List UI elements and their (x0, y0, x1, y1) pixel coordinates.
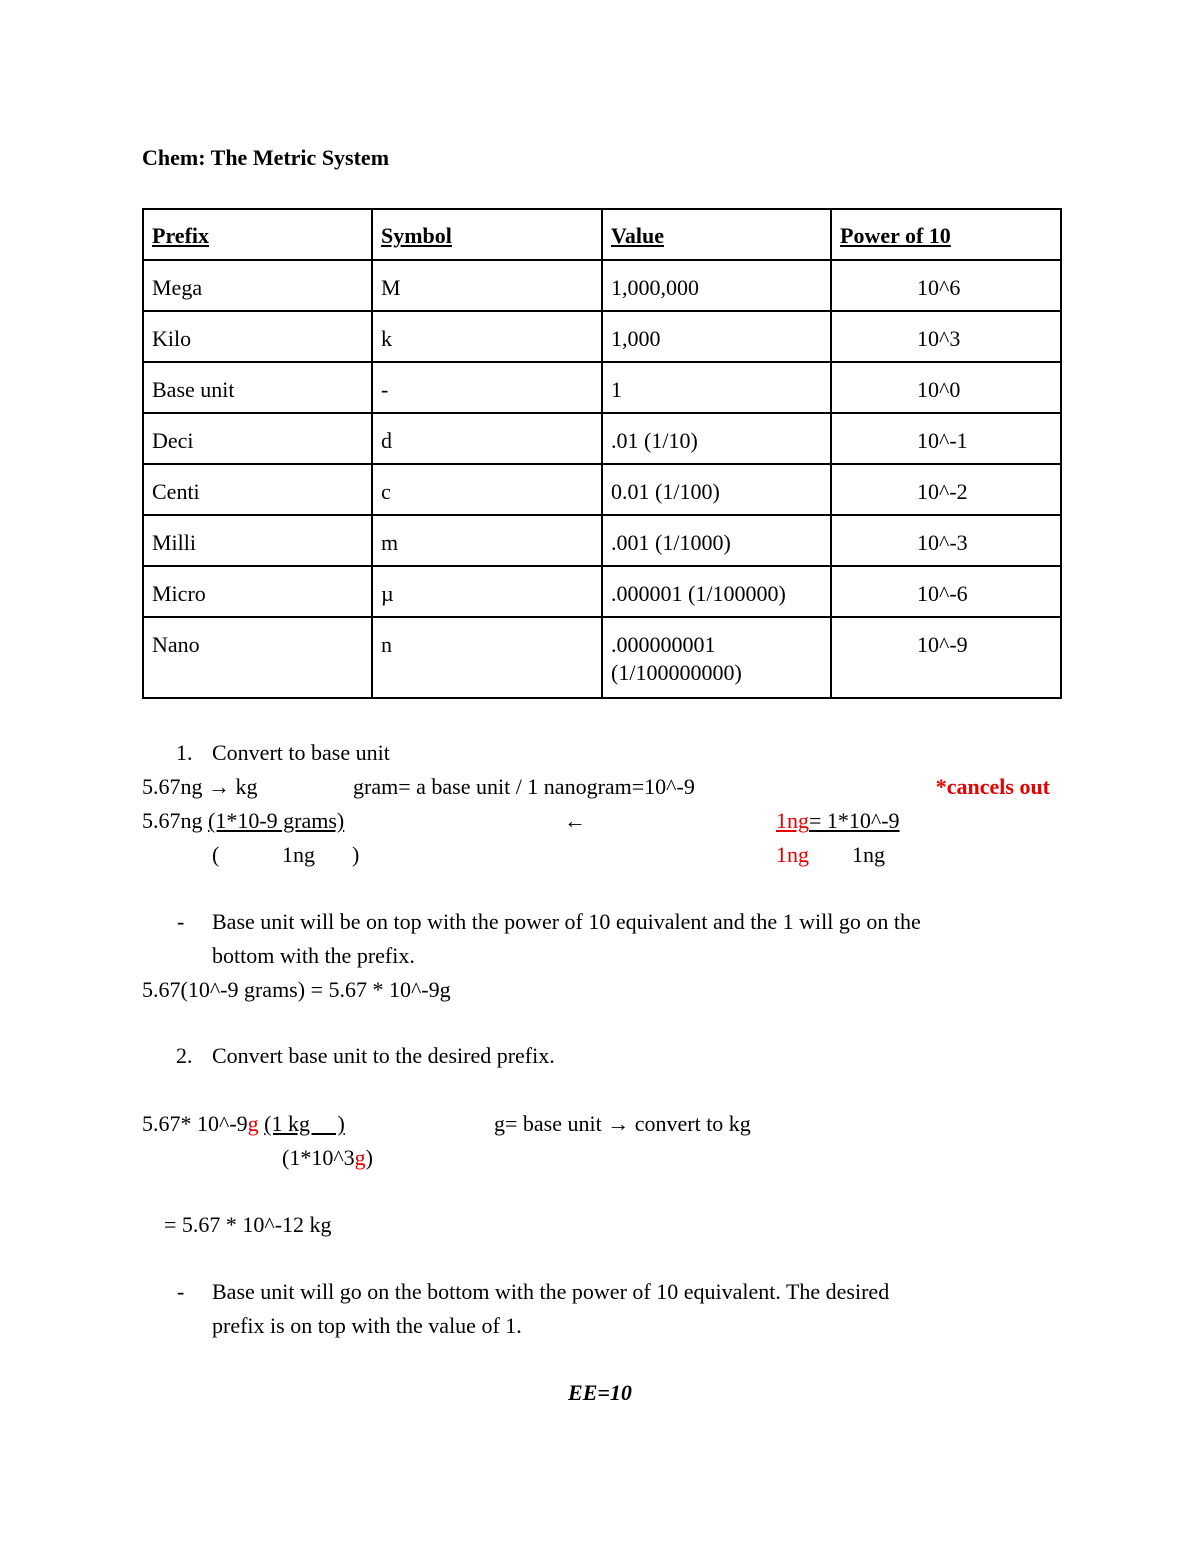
table-row (143, 362, 1061, 413)
bullet-dash: - (177, 909, 185, 934)
table-row (143, 260, 1061, 311)
step2-result: = 5.67 * 10^-12 kg (164, 1212, 332, 1237)
nano-value-line1: .000000001 (611, 632, 716, 657)
table-cell: 1 (602, 362, 831, 413)
table-row (143, 413, 1061, 464)
table-cell: 10^-9 (831, 617, 1061, 698)
table-row (143, 311, 1061, 362)
step2-calc-note: g= base unit → convert to kg (494, 1111, 751, 1136)
table-row (143, 617, 1061, 698)
step2-calc (142, 1110, 345, 1138)
table-cell: M (372, 260, 602, 311)
table-cell: Mega (143, 260, 372, 311)
step1-eq-red: 1ng (776, 808, 809, 833)
step1-fraction-numerator: (1*10-9 grams) (208, 808, 345, 833)
step1-eq-rest: = 1*10^-9 (809, 808, 900, 833)
step1-bullet-line1: Base unit will be on top with the power of 10 equivalent and the 1 will go on the (212, 909, 921, 934)
step2-denom-open: (1*10^3 (282, 1145, 355, 1170)
step1-line2 (142, 807, 344, 835)
table-header-row (143, 209, 1061, 260)
table-header-cell: Prefix (143, 209, 372, 260)
table-cell: Centi (143, 464, 372, 515)
step1-line1-mid: gram= a base unit / 1 nanogram=10^-9 (353, 774, 695, 799)
table-cell: 10^6 (831, 260, 1061, 311)
footer-note: EE=10 (568, 1380, 632, 1405)
table-cell: Milli (143, 515, 372, 566)
table-cell: 10^0 (831, 362, 1061, 413)
step1-denominator: 1ng (282, 842, 315, 867)
table-cell: d (372, 413, 602, 464)
table-cell: 10^3 (831, 311, 1061, 362)
step2-denom-g: g (354, 1145, 366, 1170)
table-cell: .000001 (1/100000) (602, 566, 831, 617)
table-row (143, 515, 1061, 566)
table-cell: k (372, 311, 602, 362)
table-cell: .01 (1/10) (602, 413, 831, 464)
table-cell: 0.01 (1/100) (602, 464, 831, 515)
table-row (143, 566, 1061, 617)
table-row (143, 464, 1061, 515)
table-cell: Deci (143, 413, 372, 464)
cancels-out-note: *cancels out (935, 774, 1050, 799)
table-cell: 1,000 (602, 311, 831, 362)
table-cell: c (372, 464, 602, 515)
step2-calc-prefix: 5.67* 10^-9 (142, 1111, 248, 1136)
table-cell: .001 (1/1000) (602, 515, 831, 566)
table-cell: Nano (143, 617, 372, 698)
step1-number: 1. (176, 740, 193, 765)
table-cell: - (372, 362, 602, 413)
step2-denom-close: ) (365, 1145, 373, 1170)
table-header-cell: Symbol (372, 209, 602, 260)
table-cell: µ (372, 566, 602, 617)
table-cell: Kilo (143, 311, 372, 362)
table-cell: 10^-3 (831, 515, 1061, 566)
step2-number: 2. (176, 1043, 193, 1068)
table-cell: 10^-2 (831, 464, 1061, 515)
step1-heading: Convert to base unit (212, 740, 390, 765)
nano-value-line2: (1/100000000) (611, 660, 742, 685)
step2-denominator (282, 1144, 373, 1172)
table-cell (602, 617, 831, 698)
step1-line2-prefix: 5.67ng (142, 808, 208, 833)
left-arrow: ← (564, 808, 586, 833)
step2-bullet-line1: Base unit will go on the bottom with the power of 10 equivalent. The desired (212, 1279, 890, 1304)
table-header-cell: Value (602, 209, 831, 260)
table-cell: 10^-6 (831, 566, 1061, 617)
step1-denom-red: 1ng (776, 842, 809, 867)
step2-calc-g: g (247, 1111, 259, 1136)
paren-close: ) (352, 842, 360, 867)
step1-bullet-line2: bottom with the prefix. (212, 943, 415, 968)
page-title: Chem: The Metric System (142, 145, 390, 170)
table-cell: 10^-1 (831, 413, 1061, 464)
table-cell: Base unit (143, 362, 372, 413)
table-cell: m (372, 515, 602, 566)
table-header-cell: Power of 10 (831, 209, 1061, 260)
step2-heading: Convert base unit to the desired prefix. (212, 1043, 555, 1068)
table-cell: Micro (143, 566, 372, 617)
metric-prefix-table (142, 208, 1062, 699)
bullet-dash: - (177, 1279, 185, 1304)
step1-denom-ng: 1ng (852, 842, 885, 867)
paren-open: ( (212, 842, 220, 867)
step1-equation (776, 807, 900, 835)
table-cell: 1,000,000 (602, 260, 831, 311)
step2-calc-numerator: (1 kg ) (264, 1111, 345, 1136)
step1-result: 5.67(10^-9 grams) = 5.67 * 10^-9g (142, 977, 451, 1002)
step2-bullet-line2: prefix is on top with the value of 1. (212, 1313, 522, 1338)
step1-line1-left: 5.67ng → kg (142, 774, 258, 799)
table-cell: n (372, 617, 602, 698)
